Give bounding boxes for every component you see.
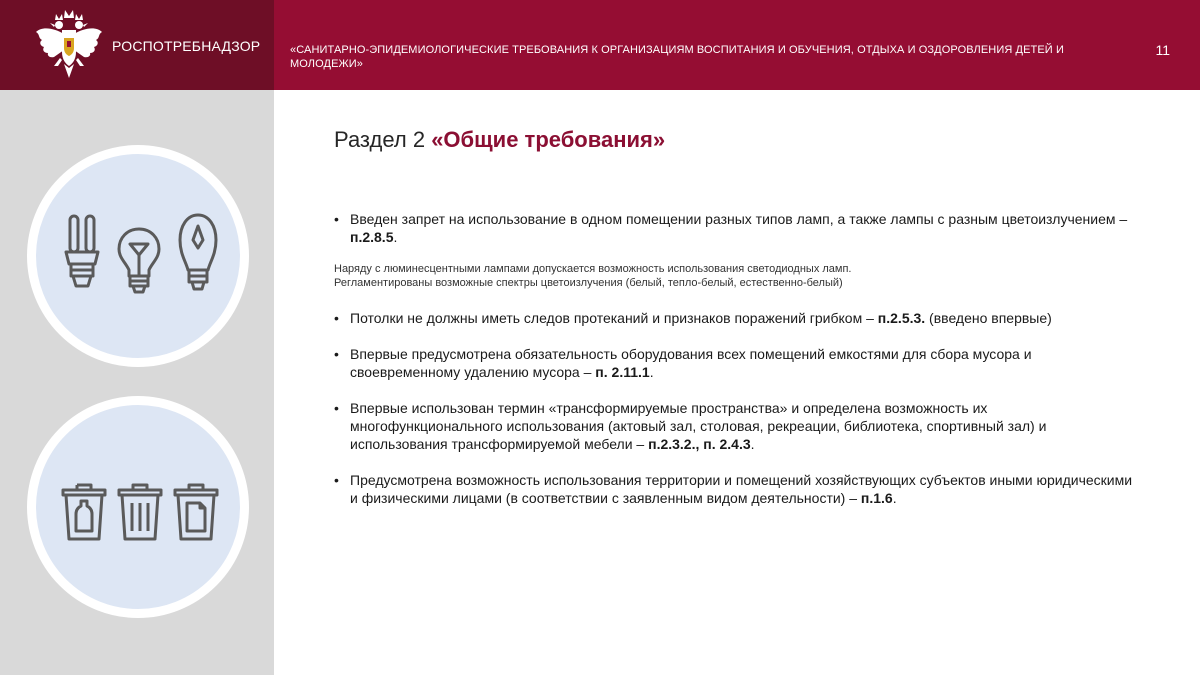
- trash-bin-icon: [116, 481, 164, 543]
- bullet-reference: п. 2.11.1: [595, 364, 650, 380]
- bullet-text: Впервые предусмотрена обязательность оборудования всех помещений емкостями для сбора мусора и своевременному удалению мусора –: [350, 346, 1032, 380]
- header-left-panel: [0, 0, 274, 90]
- led-bulb-icon: [116, 226, 162, 298]
- bullet-item: [334, 399, 1134, 453]
- bullet-text: Впервые использован термин «трансформируемые пространства» и определена возможность их многофункционального использования (актовый зал, столовая, рекреации, библиотека, спортивный зал) и использования трансформируемой мебели –: [350, 400, 1047, 452]
- section-title-prefix: Раздел 2: [334, 127, 432, 152]
- bullet-suffix: (введено впервые): [925, 310, 1052, 326]
- incandescent-bulb-icon: [176, 212, 220, 298]
- page-number: 11: [1155, 42, 1170, 58]
- bullet-dot: •: [334, 346, 339, 362]
- paper-trash-bin-icon: [172, 481, 220, 543]
- bullet-reference: п.1.6: [860, 490, 893, 506]
- section-title-accent: «Общие требования»: [431, 127, 666, 152]
- lamps-circle: [27, 145, 249, 367]
- org-name: РОСПОТРЕБНАДЗОР: [112, 38, 261, 54]
- bullet-suffix: .: [892, 490, 897, 506]
- bullet-suffix: .: [393, 229, 398, 245]
- section-title: [334, 127, 665, 153]
- bullet-dot: •: [334, 310, 339, 326]
- bins-circle: [27, 396, 249, 618]
- double-headed-eagle-emblem-icon: [34, 10, 104, 82]
- note-text: [334, 262, 1094, 290]
- bullet-reference: п.2.8.5: [350, 229, 394, 245]
- note-line-2: Регламентированы возможные спектры цветоизлучения (белый, тепло-белый, естественно-белый): [334, 277, 843, 289]
- bullet-dot: •: [334, 211, 339, 227]
- bullet-suffix: .: [649, 364, 654, 380]
- bullet-reference: п.2.3.2., п. 2.4.3: [648, 436, 751, 452]
- bullet-dot: •: [334, 472, 339, 488]
- bullet-item: [334, 345, 1134, 381]
- note-line-1: Наряду с люминесцентными лампами допускается возможность использования светодиодных ламп.: [334, 263, 852, 275]
- bullet-item: [334, 309, 1134, 327]
- bullet-item: [334, 210, 1134, 246]
- bullet-reference: п.2.5.3.: [877, 310, 926, 326]
- bullet-text: Предусмотрена возможность использования территории и помещений хозяйствующих субъектов иными юридическими и физическими лицами (в соответствии с заявленным видом деятельности) –: [350, 472, 1133, 506]
- bullet-item: [334, 471, 1134, 507]
- bullet-dot: •: [334, 400, 339, 416]
- bottle-trash-bin-icon: [60, 481, 108, 543]
- bullet-text: Потолки не должны иметь следов протеканий и признаков поражений грибком –: [350, 310, 878, 326]
- fluorescent-lamp-icon: [60, 212, 104, 296]
- bullet-suffix: .: [750, 436, 755, 452]
- document-title: «САНИТАРНО-ЭПИДЕМИОЛОГИЧЕСКИЕ ТРЕБОВАНИЯ К ОРГАНИЗАЦИЯМ ВОСПИТАНИЯ И ОБУЧЕНИЯ, ОТДЫХА И ОЗДОРОВЛЕНИЯ ДЕТЕЙ И МОЛОДЕЖИ»: [290, 44, 1064, 70]
- bullet-text: Введен запрет на использование в одном помещении разных типов ламп, а также лампы с разным цветоизлучением –: [350, 211, 1128, 227]
